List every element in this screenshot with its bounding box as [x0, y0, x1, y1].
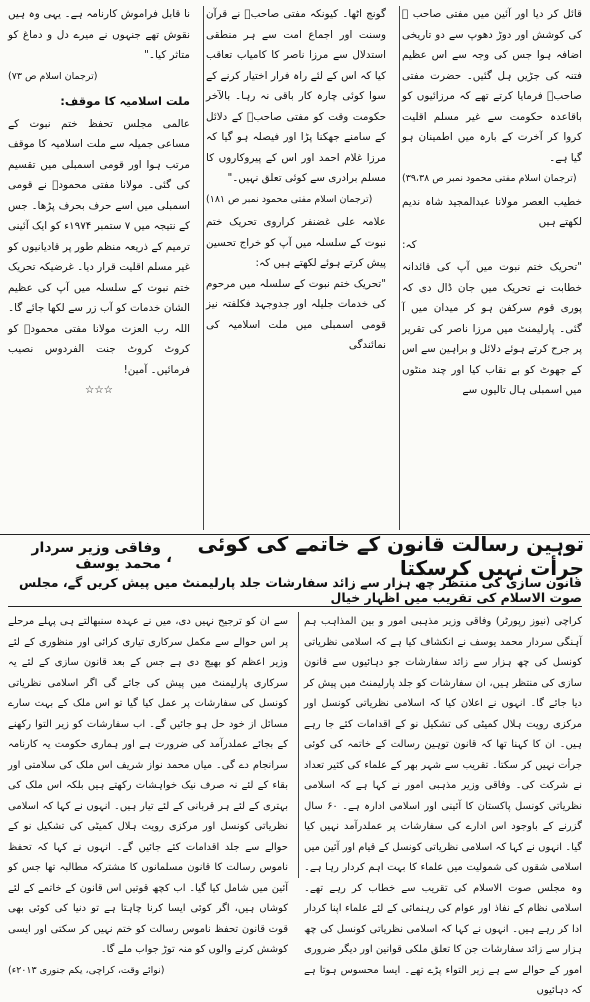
section-end-stars: ☆☆☆: [85, 384, 113, 396]
column-divider: [298, 612, 299, 878]
section-divider: [8, 606, 582, 607]
citation: (نوائے وقت، کراچی، یکم جنوری ۲۰۱۳ء): [8, 964, 165, 976]
news-headline: [6, 532, 584, 580]
article-paragraph: سے ان کو ترجیح نہیں دی، میں نے عہدہ سنبھالتے ہی پہلے مرحلے پر اس حوالے سے مکمل سرکاری تیاری کرائی اور منظوری کے لئے وزیر اعظم کو بھیج دی ہے جس کے بعد قانون سازی کے لئے یہ سرکاری پارلیمنٹ میں پیش کی جائے گی اگر اسلامی نظریاتی کونسل کی سفارشات پر عمل کیا گیا تو اس ملک کے بہت سارے مسائل از خود حل ہو جائیں گے۔ اب سفارشات کو زیر التوا رکھنے کے بجائے عملدرآمد کی ضرورت ہے اور ہماری حکومت یہ کارنامہ سرانجام دے گی۔ میاں محمد نواز شریف اس ملک کی سلامتی اور بقاء کے لئے نہ صرف نیک خواہشات رکھتے ہیں بلکہ اس ملک کی بہتری کے لئے ہر قربانی کے لئے تیار ہیں۔ انہوں نے کہا کہ اسلامی نظریاتی کونسل اور مرکزی رویت ہلال کمیٹی کی تشکیل نو کے حوالے سے جلد اقدامات کئے جائیں گے۔ انہوں نے کہا کہ تحفظ ناموس رسالت کا قانون مسلمانوں کا مشترکہ مطالبہ تھا جس کو آئین میں شامل کیا گیا۔ اب کچھ قوتیں اس قانون کے خاتمے کے لئے کوشاں ہیں، اگر کوئی ایسا کرنا چاہتا ہے تو دنیا کی کوئی بھی قوت قانون تحفظ ناموس رسالت کو ختم نہیں کر سکتی اور ایسی کوشش کرنے والوں کو منہ توڑ جواب ملے گا۔: [8, 616, 288, 955]
body-paragraph: نا قابل فراموش کارنامہ ہے۔ یہی وہ ہیں نقوش تھے جنہوں نے میرے دل و دماغ کو متاثر کیا۔": [8, 8, 190, 61]
headline-attribution: وفاقی وزیر سردار محمد یوسف: [31, 540, 161, 572]
article-column-right: [304, 612, 582, 996]
body-paragraph: گونج اٹھا۔ کیونکہ مفتی صاحبؒ نے قرآن وسنت اور اجماع امت سے ہر منطقی استدلال سے مرزا ناصر کا کامیاب تعاقب کیا کہ اس کے لئے راہ فرار اختیار کرنے کے سوا کوئی چارہ کار باقی نہ رہا۔ بالآخر حکومت وقت کو مفتی صاحبؒ کے دلائل کے سامنے جھکنا پڑا اور فیصلہ ہو گیا کہ مرزا غلام احمد اور اس کے پیروکاروں کا مسلم برادری سے کوئی تعلق نہیں۔": [206, 8, 386, 184]
column-divider: [203, 6, 204, 530]
body-paragraph: خطیب العصر مولانا عبدالمجید شاہ ندیم لکھتے ہیں: [402, 195, 582, 228]
article-paragraph: کراچی (نیوز رپورٹر) وفاقی وزیر مذہبی امور و بین المذاہب ہم آہنگی سردار محمد یوسف نے انکشاف کیا ہے کہ اسلامی نظریاتی کونسل کی چھ ہزار سے زائد سفارشات جو دہائیوں سے قانون سازی کی منتظر ہیں، ان سفارشات کو جلد پارلیمنٹ میں پیش کر دیا جائے گا۔ انہوں نے اعلان کیا کہ اسلامی نظریاتی کونسل اور مرکزی رویت ہلال کمیٹی کی تشکیل نو کے اقدامات کئے جا رہے ہیں۔ ان کا کہنا تھا کہ قانون توہین رسالت کے خاتمہ کی کوئی جرأت نہیں کر سکتا۔ تقریب سے شہر بھر کے علماء کی کثیر تعداد نے شرکت کی۔ وفاقی وزیر مذہبی امور نے کہا ہے کہ اسلامی نظریاتی کونسل پاکستان کا آئینی اور اسلامی ادارہ ہے۔ ۶۰ سال گزرنے کے باوجود اس ادارے کی سفارشات پر عملدرآمد نہیں کیا گیا۔ انہوں نے کہا کہ اسلامی نظریاتی کونسل کے قیام اور آئین میں اسلامی شقوں کی شمولیت میں علماء کا بہت اہم کردار رہا ہے۔ وہ مجلس صوت الاسلام کی تقریب سے خطاب کر رہے تھے۔ اسلامی نظام کے نفاذ اور عوام کی رہنمائی کے لئے علماء اپنا کردار ادا کر رہے ہیں۔ انہوں نے کہا کہ اسلامی نظریاتی کونسل کی چھ ہزار سے زائد سفارشات جن کا تعلق ملکی قوانین اور دیگر ضروری امور کے حوالے سے ہے زیر التواء پڑے تھے۔ ایسا محسوس ہوتا ہے کہ دہائیوں: [304, 616, 582, 996]
top-column-middle: [206, 4, 386, 356]
quote-paragraph: "تحریک ختم نبوت کے سلسلہ میں مرحوم کی خدمات جلیلہ اور جدوجہد فکلفتہ نیز قومی اسمبلی میں ملت اسلامیہ کی نمائندگی: [206, 277, 386, 351]
quote-paragraph: "تحریک ختم نبوت میں آپ کی قائدانہ خطابت نے تحریک میں جان ڈال دی کہ پوری قوم سرکفن ہو کر میدان میں آ گئی۔ پارلیمنٹ میں مرزا ناصر کی تقریر پر جرح کرتے ہوئے دلائل و براہین سے اس کے جھوٹ کو بے نقاب کیا اور چند منٹوں میں اسمبلی ہال تالیوں سے: [402, 261, 582, 396]
article-column-left: [8, 612, 288, 976]
news-subheadline: قانون سازی کی منتظر چھ ہزار سے زائد سفارشات جلد پارلیمنٹ میں پیش کریں گے، مجلس صوت الاسلام کی تقریب میں اظہار خیال: [19, 575, 582, 605]
citation: (ترجمان اسلام مفتی محمود نمبر ص ۳۹،۳۸): [402, 173, 577, 184]
citation: (ترجمان اسلام مفتی محمود نمبر ص ۱۸۱): [206, 193, 373, 205]
headline-main: توہین رسالت قانون کے خاتمے کی کوئی جرأت نہیں کرسکتا: [197, 532, 584, 580]
section-lead: کہ:: [402, 238, 417, 251]
top-column-left: [8, 4, 190, 401]
body-paragraph: عالمی مجلس تحفظ ختم نبوت کے مساعی جمیلہ سے ملت اسلامیہ کا موقف مرتب ہوا اور قومی اسمبلی میں تقسیم کی گئی۔ مولانا مفتی محمودؒ نے قومی اسمبلی میں اسے حرف بحرف پڑھا۔ جس کے نتیجہ میں ۷ ستمبر ۱۹۷۴ء کو ایک آئینی ترمیم کے ذریعہ منظم طور پر قادیانیوں کو غیر مسلم اقلیت قرار دیا۔ غرضیکہ تحریک ختم نبوت کے سلسلہ میں آپ کی عظیم الشان خدمات کو آب زر سے لکھا جائے گا۔ اللہ رب العزت مولانا مفتی محمودؒ کو کروٹ کروٹ جنت الفردوس نصیب فرمائیں۔ آمین!: [8, 117, 190, 376]
top-column-right: [402, 4, 582, 401]
column-divider: [399, 6, 400, 530]
section-heading: ملت اسلامیہ کا موقف:: [60, 94, 190, 108]
body-paragraph: علامہ علی غضنفر کراروی تحریک ختم نبوت کے سلسلہ میں آپ کو خراج تحسین پیش کرتے ہوئے لکھتے ہیں کہ:: [206, 216, 386, 269]
body-paragraph: قائل کر دیا اور آئین میں مفتی صاحب ؒ کی کوشش اور دوڑ دھوپ سے دو تاریخی اضافہ ہوا جس کی وجہ سے اس عظیم فتنہ کی جڑیں ہل گئیں۔ حضرت مفتی صاحبؒ فرمایا کرتے تھے کہ مرزائیوں کو باقاعدہ حکومت سے غیر مسلم اقلیت کروا کر آخرت کے بارہ میں اطمینان ہو گیا ہے۔: [402, 8, 582, 164]
citation: (ترجمان اسلام ص ۷۳): [8, 70, 98, 82]
headline-separator: ،: [165, 546, 173, 566]
